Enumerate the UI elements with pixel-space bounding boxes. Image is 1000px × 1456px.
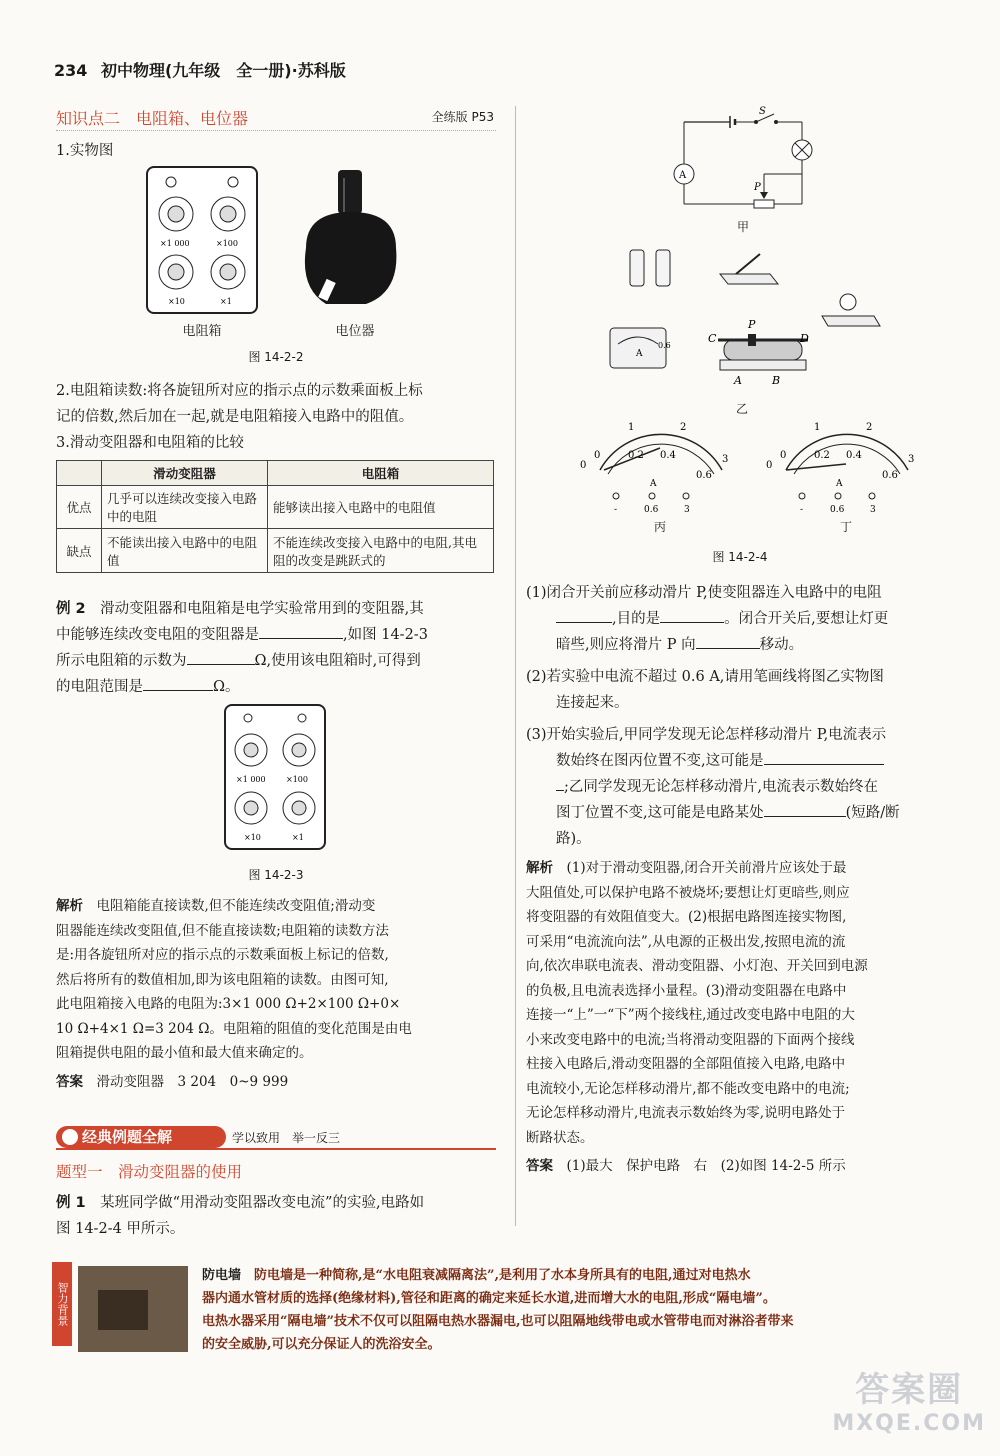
section-banner (56, 1126, 496, 1150)
ammeter-dial-bing (572, 418, 742, 518)
svg-text:0.4: 0.4 (846, 450, 862, 461)
label-potentiometer: 电位器 (335, 324, 375, 339)
svg-text:0.2: 0.2 (814, 450, 830, 461)
banner-icon (62, 1129, 78, 1145)
figure-label-yi: 乙 (735, 402, 748, 416)
svg-text:3: 3 (908, 454, 915, 465)
example-1-analysis: 解析 (1)对于滑动变阻器,闭合开关前滑片应该处于最 大阻值处,可以保护电路不被烧坏;要想让灯更暗些,则应 将变阻器的有效阻值变大。(2)根据电路图连接实物图, 可采用“电流流向法”,从电源的正极出发,按照电流的流 向,依次串联电流表、滑动变阻器、小灯泡、开关回到电源 的负极,且电流表选择小量程。(3)滑动变阻器在电路中 连接一“上”一“下”两个接线柱,通过改变电路中电阻的大 小来改变电路中的电流;当将滑动变阻器的下面两个接线 柱接入电路后,滑动变阻器的全部阻值接入电路,电路中 电流较小,无论怎样移动滑片,都不能改变电路中的电流; 无论怎样移动滑片,电流表示数始终为零,说明电路处于 断路状态。 答案 (1)最大 保护电路 右 (2)如图 14-2-5 所示 (526, 860, 868, 1174)
svg-text:A: A (734, 374, 742, 386)
multiplier-label: ×1 000 (160, 239, 190, 248)
figure-caption: 图 14-2-4 (712, 550, 768, 564)
figure-label-bing: 丙 (653, 520, 666, 534)
banner-title: 经典例题全解 (56, 1126, 226, 1148)
answer-blank[interactable] (556, 608, 612, 623)
svg-text:D: D (800, 332, 809, 345)
svg-text:3: 3 (684, 505, 690, 515)
svg-text:0.6: 0.6 (696, 470, 712, 481)
question-type-title: 题型一 滑动变阻器的使用 (56, 1163, 243, 1181)
svg-text:0: 0 (594, 450, 601, 461)
svg-text:0.2: 0.2 (628, 450, 644, 461)
svg-text:3: 3 (722, 454, 729, 465)
circuit-diagram (660, 104, 820, 222)
multiplier-label: ×100 (286, 775, 308, 784)
svg-text:A: A (650, 479, 657, 489)
column-divider (515, 106, 516, 1226)
answer-blank[interactable] (660, 608, 724, 623)
table-header: 电阻箱 (268, 461, 494, 486)
multiplier-label: ×1 000 (236, 775, 266, 784)
ammeter-label: A (679, 170, 687, 181)
answer-blank[interactable] (696, 634, 760, 649)
slider-label: P (754, 182, 761, 193)
svg-text:B: B (772, 374, 781, 386)
svg-text:0.6: 0.6 (830, 505, 845, 515)
multiplier-label: ×10 (244, 833, 261, 842)
figure-caption: 图 14-2-2 (248, 350, 304, 364)
ammeter-dial-ding (758, 418, 928, 518)
section-2: 2.电阻箱读数:将各旋钮所对应的指示点的示数乘面板上标 记的倍数,然后加在一起,就是电阻箱接入电路中的阻值。 3.滑动变阻器和电阻箱的比较 (56, 383, 423, 451)
svg-text:2: 2 (680, 422, 687, 433)
multiplier-label: ×100 (216, 239, 238, 248)
section-1-heading: 1.实物图 (56, 143, 114, 159)
svg-text:3: 3 (870, 505, 876, 515)
svg-text:0: 0 (580, 460, 587, 471)
svg-text:0.6: 0.6 (658, 341, 671, 350)
svg-text:P: P (748, 318, 756, 331)
svg-text:1: 1 (814, 422, 821, 433)
svg-text:A: A (636, 349, 643, 359)
page-header (54, 58, 346, 81)
knowledge-point-ref: 全练版 P53 (431, 110, 494, 124)
svg-text:0.4: 0.4 (660, 450, 676, 461)
resistance-box-figure-2 (224, 704, 326, 850)
sidebar-tag: 智力背景 (52, 1262, 72, 1346)
svg-text:0.6: 0.6 (644, 505, 659, 515)
svg-text:-: - (614, 505, 618, 515)
switch-label: S (759, 106, 766, 117)
answer-blank[interactable] (143, 676, 213, 691)
answer-blank[interactable] (259, 624, 343, 639)
svg-text:0: 0 (780, 450, 787, 461)
figure-label-jia: 甲 (736, 220, 749, 234)
banner-subtitle: 学以致用 举一反三 (232, 1131, 341, 1145)
knowledge-point-title: 知识点二 电阻箱、电位器 (56, 109, 249, 128)
label-resistance-box: 电阻箱 (182, 324, 222, 339)
sidebar-photo (78, 1266, 188, 1352)
watermark: 答案圈 MXQE.COM (832, 1370, 986, 1436)
svg-text:-: - (800, 505, 804, 515)
svg-text:0: 0 (766, 460, 773, 471)
page-number: 234 (54, 61, 88, 80)
figure-label-ding: 丁 (839, 520, 852, 534)
svg-text:A: A (836, 479, 843, 489)
sidebar-title: 防电墙 (202, 1268, 242, 1283)
sidebar-text: 防电墙 防电墙是一种简称,是“水电阻衰减隔离法”,是利用了水本身所具有的电阻,通过对电热水 器内通水管材质的选择(绝缘材料),管径和距离的确定来延长水道,进而增大水的电阻,形成“隔电墙”。 电热水器采用“隔电墙”技术不仅可以阻隔电热水器漏电,也可以阻隔地线带电或水管带电而对淋浴者带来 的安全威胁,可以充分保证人的洗浴安全。 (202, 1268, 794, 1352)
svg-text:2: 2 (866, 422, 873, 433)
multiplier-label: ×1 (292, 833, 304, 842)
svg-text:0.6: 0.6 (882, 470, 898, 481)
knowledge-point-heading (56, 106, 496, 131)
example-1-questions: (1)闭合开关前应移动滑片 P,使变阻器连入电路中的电阻 ,目的是 。闭合开关后,要想让灯更 暗些,则应将滑片 P 向 移动。 (2)若实验中电流不超过 0.6 A,请用笔画线将图乙实物图 连接起来。 (3)开始实验后,甲同学发现无论怎样移动滑片 P,电流表示 数始终在图丙位置不变,这可能是 ;乙同学发现无论怎样移动滑片,电流表示数始终在 图丁位置不变,这可能是电路某处 (短路/断 路)。 (526, 585, 900, 847)
answer-blank[interactable] (764, 802, 846, 817)
svg-text:C: C (708, 332, 717, 345)
answer-blank[interactable] (556, 776, 564, 791)
table-header: 滑动变阻器 (102, 461, 268, 486)
resistance-box-figure (146, 166, 258, 314)
table-row: 缺点 不能读出接入电路中的电阻值 不能连续改变接入电路中的电阻,其电阻的改变是跳跃式的 (57, 529, 494, 573)
comparison-table (56, 460, 494, 573)
table-row: 优点 几乎可以连续改变接入电路中的电阻 能够读出接入电路中的电阻值 (57, 486, 494, 529)
apparatus-figure (600, 236, 900, 386)
example-2-analysis: 解析 电阻箱能直接读数,但不能连续改变阻值;滑动变 阻器能连续改变阻值,但不能直接读数;电阻箱的读数方法 是:用各旋钮所对应的指示点的示数乘面板上标记的倍数, 然后将所有的数值相加,即为该电阻箱的读数。由图可知, 此电阻箱接入电路的电阻为:3×1 000 Ω+2×100 Ω+0× 10 Ω+4×1 Ω=3 204 Ω。电阻箱的阻值的变化范围是由电 阻箱提供电阻的最小值和最大值来确定的。 答案 滑动变阻器 3 204 0~9 999 (56, 898, 412, 1090)
example-2: 例 2 滑动变阻器和电阻箱是电学实验常用到的变阻器,其 中能够连续改变电阻的变阻器是 ,如图 14-2-3 所示电阻箱的示数为 Ω,使用该电阻箱时,可得到 的电阻范围是 Ω。 (56, 601, 428, 695)
background-sidebar (52, 1262, 947, 1370)
potentiometer-figure (296, 168, 406, 310)
example-1: 例 1 某班同学做“用滑动变阻器改变电流”的实验,电路如 图 14-2-4 甲所示。 (56, 1195, 425, 1237)
svg-text:1: 1 (628, 422, 635, 433)
book-title: 初中物理(九年级 全一册)·苏科版 (100, 61, 346, 80)
figure-caption: 图 14-2-3 (248, 868, 304, 882)
answer-blank[interactable] (764, 750, 884, 765)
answer-blank[interactable] (187, 650, 255, 665)
multiplier-label: ×1 (220, 297, 232, 306)
multiplier-label: ×10 (168, 297, 185, 306)
